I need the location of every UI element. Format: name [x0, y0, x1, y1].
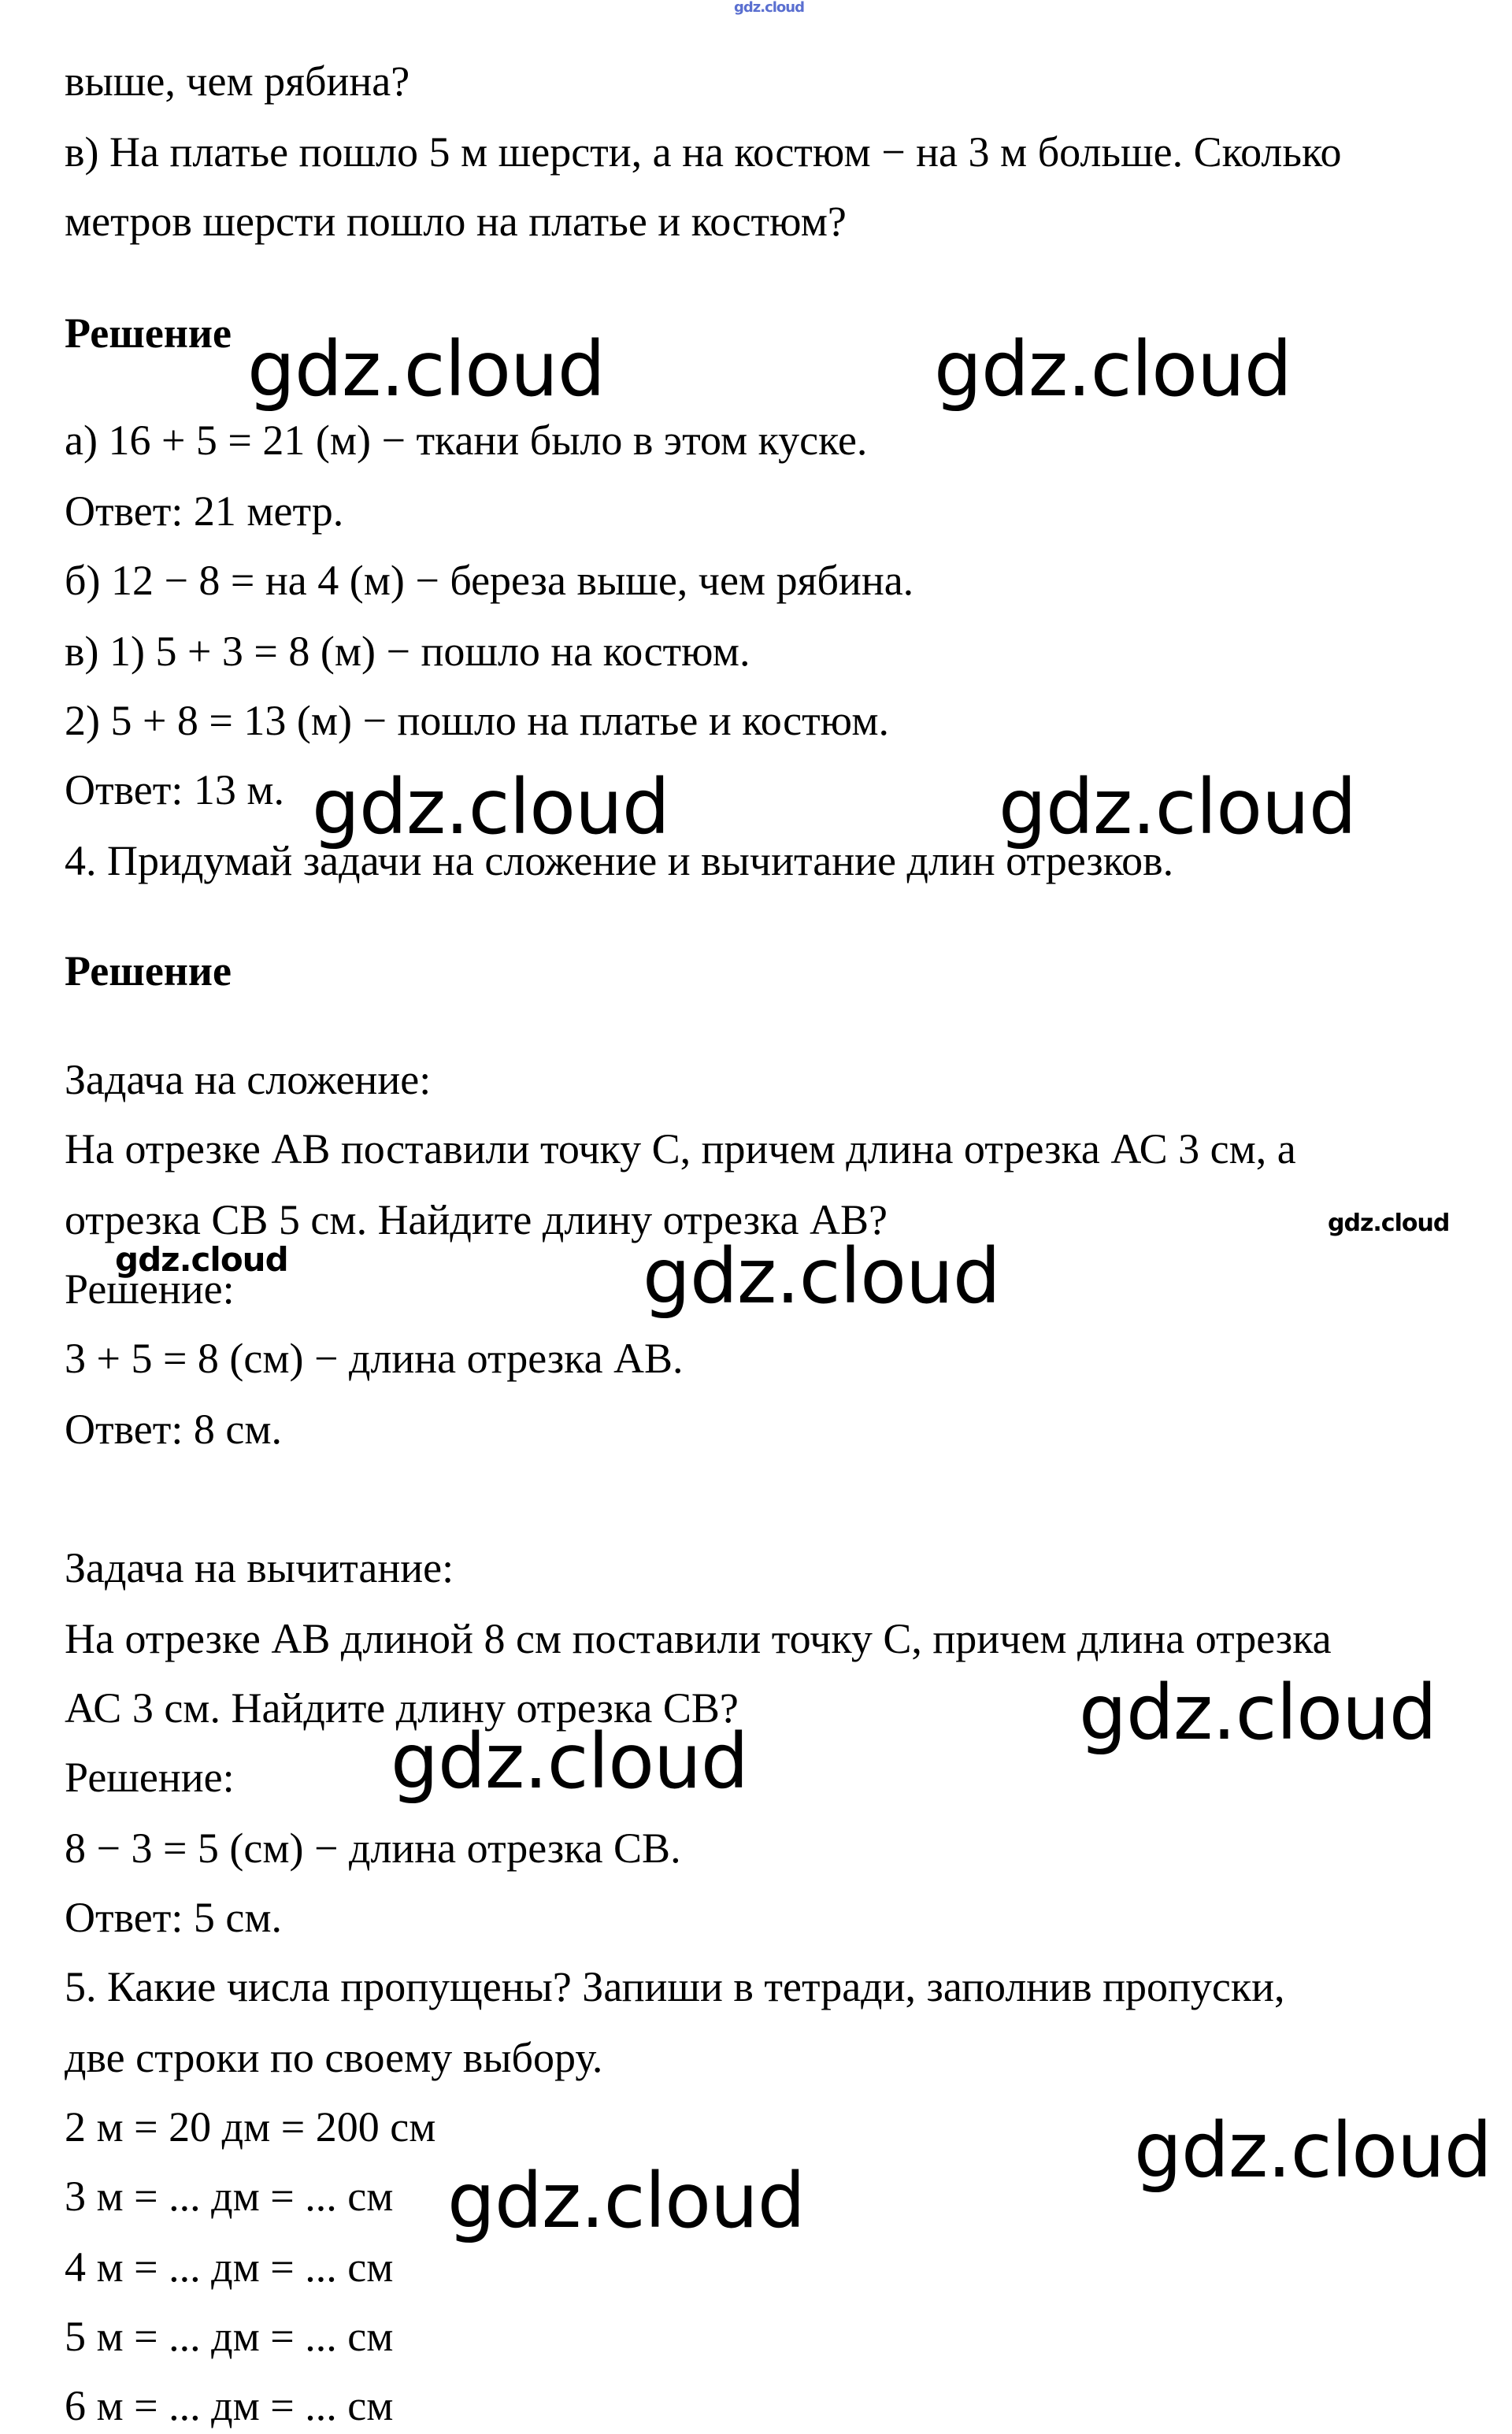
text-line: 3 + 5 = 8 (см) − длина отрезка АВ.	[65, 1335, 684, 1382]
text-line: Решение:	[65, 1754, 235, 1801]
text-line: 4. Придумай задачи на сложение и вычитание длин отрезков.	[65, 837, 1174, 884]
text-line: в) На платье пошло 5 м шерсти, а на костюм − на 3 м больше. Сколько	[65, 128, 1342, 176]
text-line: Ответ: 8 см.	[65, 1406, 282, 1453]
text-line: 4 м = ... дм = ... см	[65, 2243, 394, 2291]
watermark: gdz.cloud	[391, 1717, 748, 1806]
text-line: 6 м = ... дм = ... см	[65, 2382, 394, 2429]
watermark: gdz.cloud	[643, 1232, 1000, 1321]
header-watermark: gdz.cloud	[734, 0, 804, 16]
text-line: 3 м = ... дм = ... см	[65, 2173, 394, 2220]
watermark: gdz.cloud	[247, 325, 605, 413]
text-line: На отрезке АВ длиной 8 см поставили точку С, причем длина отрезка	[65, 1615, 1332, 1662]
watermark: gdz.cloud	[934, 325, 1292, 413]
text-line: выше, чем рябина?	[65, 57, 410, 105]
text-line: отрезка СВ 5 см. Найдите длину отрезка АВ?	[65, 1196, 888, 1243]
text-line: АС 3 см. Найдите длину отрезка СВ?	[65, 1684, 739, 1732]
text-line: На отрезке АВ поставили точку С, причем длина отрезка АС 3 см, а	[65, 1125, 1296, 1173]
text-line: 5. Какие числа пропущены? Запиши в тетради, заполнив пропуски,	[65, 1963, 1285, 2010]
text-line: Задача на сложение:	[65, 1056, 432, 1103]
watermark: gdz.cloud	[115, 1240, 288, 1279]
watermark: gdz.cloud	[1134, 2106, 1492, 2195]
text-line: в) 1) 5 + 3 = 8 (м) − пошло на костюм.	[65, 628, 750, 675]
text-line: Ответ: 21 метр.	[65, 487, 344, 535]
text-line: 8 − 3 = 5 (см) − длина отрезка СВ.	[65, 1825, 681, 1872]
text-line: Ответ: 5 см.	[65, 1894, 282, 1941]
watermark: gdz.cloud	[1328, 1210, 1450, 1237]
text-line: метров шерсти пошло на платье и костюм?	[65, 198, 847, 245]
watermark: gdz.cloud	[447, 2157, 805, 2245]
watermark: gdz.cloud	[312, 763, 669, 851]
text-line: а) 16 + 5 = 21 (м) − ткани было в этом куске.	[65, 417, 868, 464]
text-line: 5 м = ... дм = ... см	[65, 2313, 394, 2360]
text-line: б) 12 − 8 = на 4 (м) − береза выше, чем рябина.	[65, 557, 914, 604]
text-line: Ответ: 13 м.	[65, 766, 285, 813]
section-heading: Решение	[65, 309, 232, 357]
text-line: Задача на вычитание:	[65, 1544, 454, 1591]
section-heading: Решение	[65, 947, 232, 995]
text-line: две строки по своему выбору.	[65, 2034, 603, 2081]
text-line: 2) 5 + 8 = 13 (м) − пошло на платье и костюм.	[65, 697, 889, 744]
watermark: gdz.cloud	[999, 763, 1356, 851]
text-line: 2 м = 20 дм = 200 см	[65, 2103, 436, 2151]
text-line: Решение:	[65, 1265, 235, 1313]
watermark: gdz.cloud	[1079, 1669, 1436, 1757]
